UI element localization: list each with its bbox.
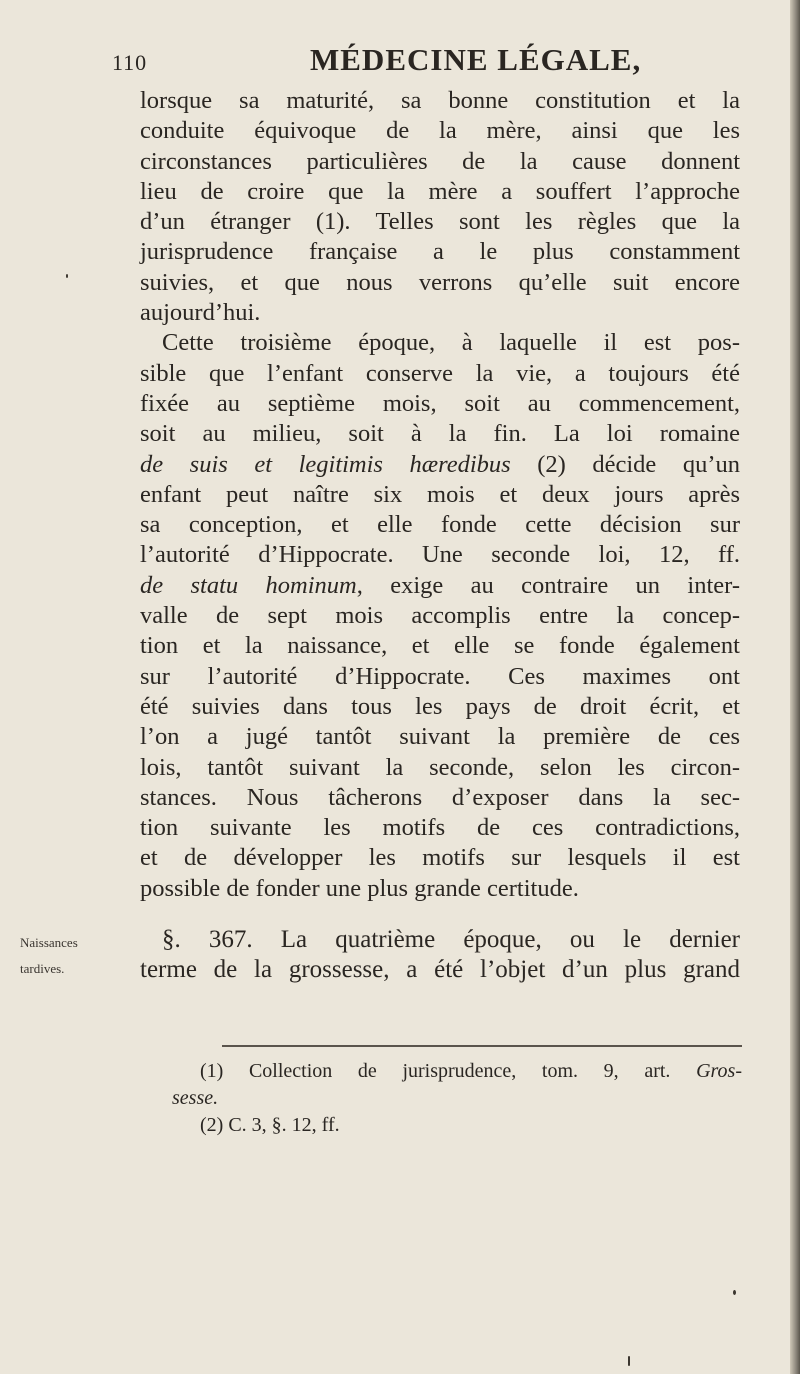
footnotes — [172, 1058, 742, 1139]
text-line: sible que l’enfant conserve la vie, a toujours été — [140, 359, 740, 387]
text-line: enfant peut naître six mois et deux jours après — [140, 480, 740, 508]
page-number: 110 — [112, 50, 148, 75]
text-line: et de développer les motifs sur lesquels il est — [140, 844, 740, 872]
text-line: circonstances particulières de la cause donnent — [140, 147, 740, 175]
text-line: sa conception, et elle fonde cette décision sur — [140, 511, 740, 539]
text-line: Cette troisième époque, à laquelle il est pos- — [162, 329, 740, 357]
text-line: jurisprudence française a le plus constamment — [140, 238, 740, 266]
ink-speck — [628, 1356, 630, 1366]
text-line: lieu de croire que la mère a souffert l’approche — [140, 177, 740, 205]
footnote-2: (2) C. 3, §. 12, ff. — [200, 1114, 340, 1136]
text-line: possible de fonder une plus grande certitude. — [140, 874, 579, 902]
text-line: suivies, et que nous verrons qu’elle suit encore — [140, 268, 740, 296]
footnote-1 — [172, 1058, 742, 1085]
footnote-text: (1) Collection de jurisprudence, tom. 9, art. — [200, 1060, 697, 1082]
paragraph-2 — [140, 328, 740, 904]
text-line: valle de sept mois accomplis entre la concep- — [140, 602, 740, 630]
main-text — [140, 86, 740, 904]
text-line: conduite équivoque de la mère, ainsi que les — [140, 117, 740, 145]
section-367 — [140, 925, 740, 986]
text-fragment: (2) décide qu’un — [510, 450, 741, 478]
text-line — [140, 450, 740, 480]
text-line: l’autorité d’Hippocrate. Une seconde loi, 12, ff. — [140, 541, 740, 569]
text-line: sur l’autorité d’Hippocrate. Ces maximes ont — [140, 662, 740, 690]
text-fragment: , exige au contraire un inter- — [356, 571, 740, 599]
margin-note — [20, 930, 130, 982]
margin-note-line: tardives. — [20, 961, 65, 976]
text-line: tion et la naissance, et elle se fonde également — [140, 632, 740, 660]
latin-title: de suis et legitimis hæredibus — [140, 450, 511, 478]
text-line: d’un étranger (1). Telles sont les règles que la — [140, 208, 740, 236]
paragraph-1 — [140, 86, 740, 328]
text-line: §. 367. La quatrième époque, ou le dernier — [162, 926, 740, 953]
text-line: fixée au septième mois, soit au commencement, — [140, 389, 740, 417]
footnote-1-continued — [172, 1085, 742, 1112]
latin-title: de statu hominum — [140, 571, 357, 599]
page-edge — [790, 0, 800, 1374]
footnote-divider — [222, 1045, 742, 1047]
ink-speck — [733, 1290, 736, 1295]
text-line: terme de la grossesse, a été l’objet d’un plus grand — [140, 956, 740, 984]
footnote-italic: Gros- — [696, 1060, 742, 1082]
text-line: stances. Nous tâcherons d’exposer dans la sec- — [140, 783, 740, 811]
margin-note-line: Naissances — [20, 935, 78, 950]
ink-speck — [66, 274, 68, 278]
footnote-italic: sesse. — [172, 1087, 219, 1109]
text-line: tion suivante les motifs de ces contradictions, — [140, 814, 740, 842]
text-line: l’on a jugé tantôt suivant la première de ces — [140, 723, 740, 751]
text-line: aujourd’hui. — [140, 299, 261, 327]
page-header — [0, 36, 790, 76]
text-line: lorsque sa maturité, sa bonne constitution et la — [140, 87, 740, 114]
text-line — [140, 571, 740, 601]
text-line: été suivies dans tous les pays de droit écrit, et — [140, 692, 740, 720]
text-line: soit au milieu, soit à la fin. La loi romaine — [140, 420, 740, 448]
text-line: lois, tantôt suivant la seconde, selon les circon- — [140, 753, 740, 781]
running-title: MÉDECINE LÉGALE, — [310, 42, 642, 77]
